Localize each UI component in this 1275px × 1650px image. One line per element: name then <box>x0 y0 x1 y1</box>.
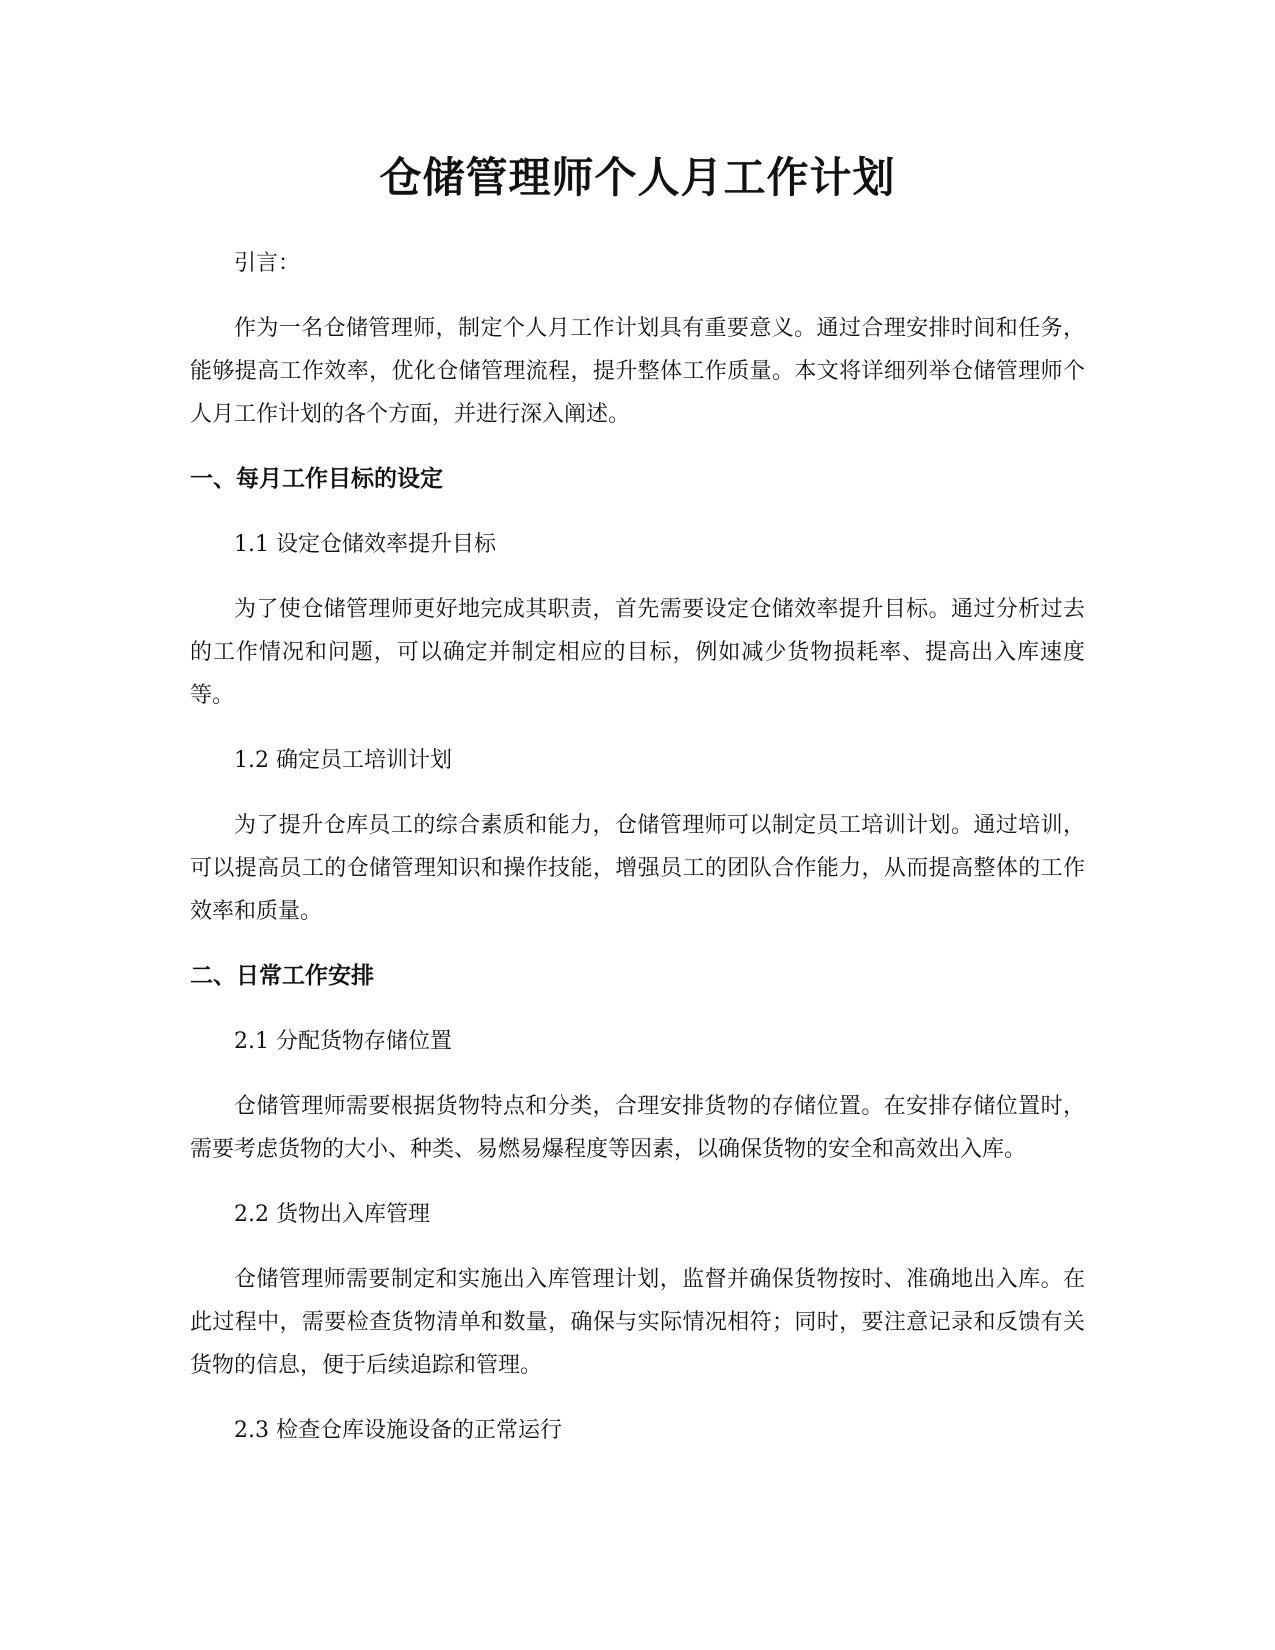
intro-label: 引言： <box>234 251 301 276</box>
subsection-heading-1-1: 1.1 设定仓储效率提升目标 <box>234 532 496 557</box>
intro-paragraph: 作为一名仓储管理师，制定个人月工作计划具有重要意义。通过合理安排时间和任务，能够提高工作效率，优化仓储管理流程，提升整体工作质量。本文将详细列举仓储管理师个人月工作计划的各个方面，并进行深入阐述。 <box>190 316 1085 427</box>
document-title: 仓储管理师个人月工作计划 <box>379 153 896 202</box>
subsection-heading-2-3: 2.3 检查仓库设施设备的正常运行 <box>234 1418 562 1443</box>
subsection-paragraph-1-2: 为了提升仓库员工的综合素质和能力，仓储管理师可以制定员工培训计划。通过培训，可以提高员工的仓储管理知识和操作技能，增强员工的团队合作能力，从而提高整体的工作效率和质量。 <box>190 813 1085 924</box>
subsection-heading-2-2: 2.2 货物出入库管理 <box>234 1202 430 1227</box>
subsection-paragraph-1-1: 为了使仓储管理师更好地完成其职责，首先需要设定仓储效率提升目标。通过分析过去的工作情况和问题，可以确定并制定相应的目标，例如减少货物损耗率、提高出入库速度等。 <box>190 597 1085 708</box>
subsection-heading-2-1: 2.1 分配货物存储位置 <box>234 1029 452 1054</box>
document-body <box>190 148 1085 1452</box>
section-heading-1: 一、每月工作目标的设定 <box>190 466 443 492</box>
subsection-paragraph-2-1: 仓储管理师需要根据货物特点和分类，合理安排货物的存储位置。在安排存储位置时，需要考虑货物的大小、种类、易燃易爆程度等因素，以确保货物的安全和高效出入库。 <box>190 1094 1085 1162</box>
subsection-paragraph-2-2: 仓储管理师需要制定和实施出入库管理计划，监督并确保货物按时、准确地出入库。在此过程中，需要检查货物清单和数量，确保与实际情况相符；同时，要注意记录和反馈有关货物的信息，便于后续追踪和管理。 <box>190 1267 1085 1378</box>
section-heading-2: 二、日常工作安排 <box>190 963 374 989</box>
subsection-heading-1-2: 1.2 确定员工培训计划 <box>234 748 452 773</box>
